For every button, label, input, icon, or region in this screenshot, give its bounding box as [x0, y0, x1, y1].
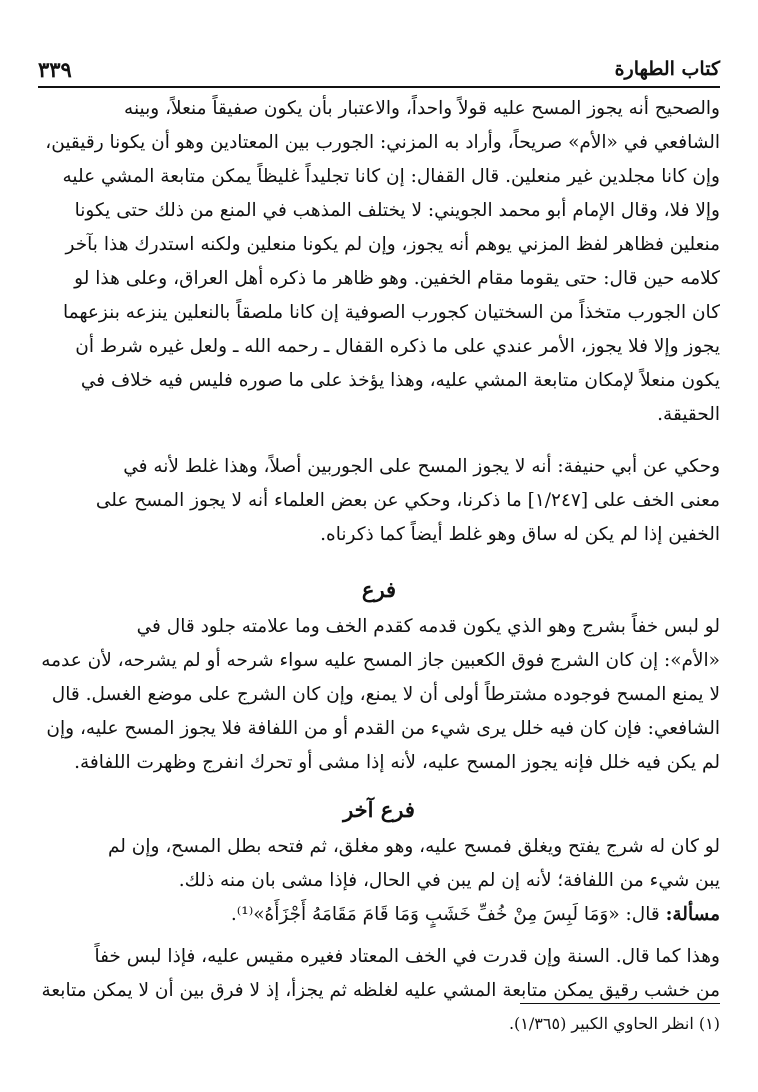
text-line: لو لبس خفاً بشرج وهو الذي يكون قدمه كقدم الخف وما علامته جلود قال في	[136, 616, 720, 637]
text-line: الشافعي في «الأم» صريحاً، وأراد به المزني: الجورب بين المعتادين وهو أن يكونا رقيقين،	[45, 132, 720, 153]
text-line: وإلا فلا، وقال الإمام أبو محمد الجويني: لا يختلف المذهب في المنع من ذلك حتى يكونا	[74, 200, 720, 221]
text-line: منعلين فظاهر لفظ المزني يوهم أنه يجوز، وإن لم يكونا منعلين ولكنه استدرك هذا بآخر	[65, 234, 720, 255]
text-line: معنى الخف على [١/٢٤٧] ما ذكرنا، وحكي عن بعض العلماء أنه لا يجوز المسح على	[95, 490, 720, 511]
section-heading-far: فرع	[361, 577, 397, 602]
text-line: وهذا كما قال. السنة وإن قدرت في الخف المعتاد فغيره مقيس عليه، فإذا لبس خفاً	[94, 946, 720, 967]
text-line: كلامه حين قال: حتى يقوما مقام الخفين. وهو ظاهر ما ذكره أهل العراق، وعلى هذا لو	[74, 268, 720, 289]
paragraph-4	[38, 830, 720, 898]
page-number: ٣٣٩	[38, 56, 72, 82]
masala-label: مسألة:	[665, 904, 720, 925]
text-line: لو كان له شرج يفتح ويغلق فمسح عليه، وهو مغلق، ثم فتحه بطل المسح، وإن لم	[107, 836, 720, 857]
footnote-divider	[520, 1003, 720, 1004]
text-line: لم يكن فيه خلل فإنه يجوز المسح عليه، لأنه إذا مشى أو تحرك انفرج وظهرت اللفافة.	[74, 752, 720, 773]
running-header	[38, 52, 720, 88]
text-line: الخفين إذا لم يكن له ساق وهو غلط أيضاً كما ذكرناه.	[320, 524, 720, 545]
masala-line	[38, 898, 720, 932]
text-line: وحكي عن أبي حنيفة: أنه لا يجوز المسح على الجوربين أصلاً، وهذا غلط لأنه في	[123, 456, 720, 477]
section-heading-far-akhar: فرع آخر	[343, 797, 415, 822]
text-line: كان الجورب متخذاً من السختيان كجورب الصوفية إن كانا ملصقاً بالنعلين ينزعه بنزعهما	[63, 302, 720, 323]
footnote: (١) انظر الحاوي الكبير (١/٣٦٥).	[508, 1014, 720, 1033]
text-line: من خشب رقيق يمكن متابعة المشي عليه لغلظه ثم يجزأ، إذ لا فرق بين أن لا يمكن متابعة	[41, 980, 720, 1001]
text-line: والصحيح أنه يجوز المسح عليه قولاً واحداً، والاعتبار بأن يكون صفيقاً منعلاً، وبينه	[124, 98, 720, 119]
text-line: «الأم»: إن كان الشرج فوق الكعبين جاز المسح عليه سواء شرحه أو لم يشرحه، لأن عدمه	[41, 650, 720, 671]
paragraph-1	[38, 92, 720, 432]
text-line: وإن كانا مجلدين غير منعلين. قال القفال: إن كانا تجليداً غليظاً يمكن متابعة المشي عليه	[62, 166, 720, 187]
masala-text: قال: «وَمَا لَبِسَ مِنْ خُفِّ خَشَبٍ وَمَا قَامَ مَقَامَهُ أَجْزَأَهُ»⁽¹⁾.	[230, 904, 666, 925]
text-line: الحقيقة.	[657, 404, 720, 425]
text-line: يكون منعلاً لإمكان متابعة المشي عليه، وهذا يؤخذ على ما صوره فليس فيه خلاف في	[80, 370, 720, 391]
text-line: يجوز وإلا فلا يجوز، الأمر عندي على ما ذكره القفال ـ رحمه الله ـ ولعل غيره شرط أن	[75, 336, 720, 357]
text-line: لا يمنع المسح فوجوده مشترطاً أولى أن لا يمنع، وإن كان الشرج على موضع الغسل. قال	[51, 684, 720, 705]
chapter-title: كتاب الطهارة	[614, 58, 720, 80]
text-line: الشافعي: فإن كان فيه خلل يرى شيء من القدم أو من اللفافة فلا يجوز المسح عليه، وإن	[46, 718, 720, 739]
paragraph-5	[38, 940, 720, 1008]
text-line: يبن شيء من اللفافة؛ لأنه إن لم يبن في الحال، فإذا مشى بان منه ذلك.	[178, 870, 720, 891]
main-text	[38, 92, 720, 1008]
paragraph-3	[38, 610, 720, 780]
paragraph-2	[38, 450, 720, 552]
